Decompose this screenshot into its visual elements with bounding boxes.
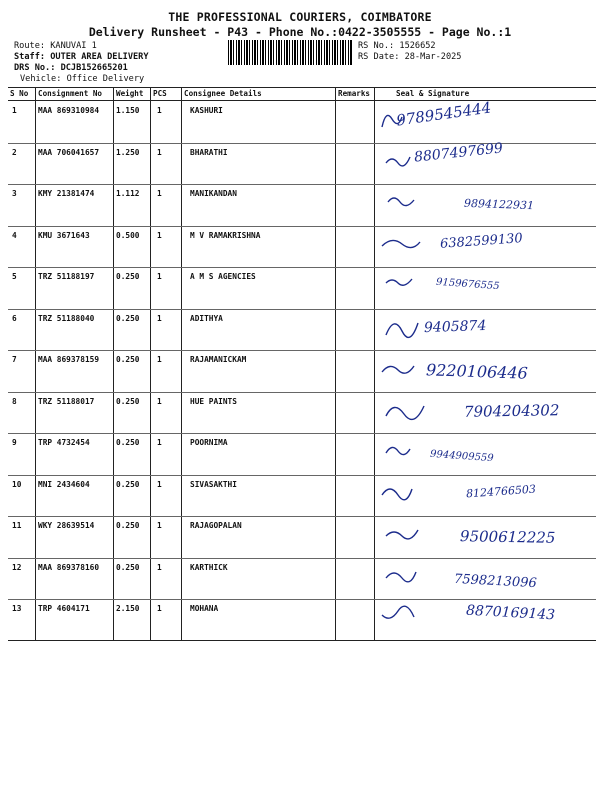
cell-pcs: 1 bbox=[157, 479, 162, 489]
cell-consignment: TRP 4604171 bbox=[38, 604, 90, 613]
row-divider bbox=[8, 475, 596, 476]
handwritten-phone: 7904204302 bbox=[463, 400, 560, 421]
cell-consignment: MAA 869378160 bbox=[38, 562, 100, 572]
handwritten-phone: 8124766503 bbox=[465, 482, 537, 500]
route-label: Route: KANUVAI 1 bbox=[14, 41, 97, 51]
cell-sno: 7 bbox=[12, 355, 17, 364]
cell-consignee: KASHURI bbox=[190, 106, 223, 115]
row-divider bbox=[8, 558, 596, 559]
signature-scribble bbox=[384, 522, 428, 546]
signature-scribble bbox=[384, 398, 428, 422]
cell-weight: 0.250 bbox=[116, 272, 140, 281]
cell-weight: 1.250 bbox=[116, 147, 140, 157]
cell-consignee: MOHANA bbox=[190, 604, 219, 613]
rs-date: RS Date: 28-Mar-2025 bbox=[358, 52, 462, 62]
col-sno: S No bbox=[10, 89, 29, 98]
runsheet-table bbox=[8, 87, 596, 641]
signature-scribble bbox=[380, 605, 424, 629]
row-divider bbox=[8, 267, 596, 268]
cell-pcs: 1 bbox=[157, 106, 162, 115]
signature-scribble bbox=[380, 356, 424, 380]
cell-consignee: MANIKANDAN bbox=[190, 189, 237, 198]
col-consignment: Consignment No bbox=[38, 89, 103, 98]
signature-scribble bbox=[384, 439, 428, 463]
cell-consignee: RAJAGOPALAN bbox=[190, 521, 242, 530]
cell-consignment: TRZ 51188017 bbox=[38, 396, 95, 406]
signature-scribble bbox=[380, 481, 424, 505]
signature-scribble bbox=[384, 273, 428, 297]
cell-consignment: MAA 869378159 bbox=[38, 355, 100, 364]
cell-consignee: POORNIMA bbox=[190, 438, 228, 447]
col-remarks: Remarks bbox=[338, 89, 371, 98]
cell-pcs: 1 bbox=[157, 521, 162, 530]
cell-consignment: MAA 869310984 bbox=[38, 106, 100, 115]
handwritten-phone: 9159676555 bbox=[435, 276, 500, 293]
cell-consignment: TRZ 51188197 bbox=[38, 272, 95, 281]
cell-sno: 9 bbox=[12, 438, 17, 447]
cell-pcs: 1 bbox=[157, 230, 162, 240]
cell-consignment: TRZ 51188040 bbox=[38, 313, 95, 323]
cell-pcs: 1 bbox=[157, 604, 162, 613]
cell-consignee: BHARATHI bbox=[190, 147, 228, 157]
row-divider bbox=[8, 392, 596, 393]
cell-pcs: 1 bbox=[157, 396, 162, 406]
cell-weight: 0.250 bbox=[116, 355, 140, 364]
cell-pcs: 1 bbox=[157, 272, 162, 281]
cell-sno: 5 bbox=[12, 272, 17, 281]
cell-sno: 4 bbox=[12, 230, 17, 240]
cell-consignee: RAJAMANICKAM bbox=[190, 355, 247, 364]
cell-weight: 0.250 bbox=[116, 521, 140, 530]
staff-label: Staff: OUTER AREA DELIVERY bbox=[14, 52, 149, 62]
cell-pcs: 1 bbox=[157, 355, 162, 364]
vehicle-label: Vehicle: Office Delivery bbox=[20, 74, 145, 84]
row-divider bbox=[8, 309, 596, 310]
row-divider bbox=[8, 226, 596, 227]
signature-scribble bbox=[384, 190, 428, 214]
cell-sno: 10 bbox=[12, 479, 22, 489]
cell-weight: 0.500 bbox=[116, 230, 140, 240]
cell-pcs: 1 bbox=[157, 438, 162, 447]
signature-scribble bbox=[384, 315, 428, 339]
runsheet-subtitle: Delivery Runsheet - P43 - Phone No.:0422-3505555 - Page No.:1 bbox=[88, 25, 512, 39]
cell-weight: 0.250 bbox=[116, 396, 140, 406]
cell-consignee: M V RAMAKRISHNA bbox=[190, 230, 261, 240]
cell-sno: 6 bbox=[12, 313, 17, 323]
col-signature: Seal & Signature bbox=[396, 89, 470, 98]
row-divider bbox=[8, 599, 596, 600]
cell-consignment: MAA 706041657 bbox=[38, 147, 100, 157]
cell-sno: 11 bbox=[12, 521, 22, 530]
row-divider bbox=[8, 143, 596, 144]
signature-scribble bbox=[384, 564, 428, 588]
cell-consignee: A M S AGENCIES bbox=[190, 272, 256, 281]
handwritten-phone: 8870169143 bbox=[465, 602, 556, 624]
cell-consignee: KARTHICK bbox=[190, 562, 228, 572]
handwritten-phone: 9405874 bbox=[423, 317, 487, 336]
cell-consignment: WKY 28639514 bbox=[38, 521, 95, 530]
cell-sno: 13 bbox=[12, 604, 22, 613]
cell-weight: 0.250 bbox=[116, 479, 140, 489]
cell-pcs: 1 bbox=[157, 189, 162, 198]
cell-consignment: MNI 2434604 bbox=[38, 479, 90, 489]
cell-sno: 8 bbox=[12, 396, 17, 406]
cell-weight: 0.250 bbox=[116, 438, 140, 447]
cell-pcs: 1 bbox=[157, 562, 162, 572]
col-weight: Weight bbox=[116, 89, 144, 98]
barcode bbox=[228, 40, 352, 65]
signature-scribble bbox=[380, 232, 424, 256]
cell-consignee: HUE PAINTS bbox=[190, 396, 237, 406]
row-divider bbox=[8, 433, 596, 434]
cell-consignment: TRP 4732454 bbox=[38, 438, 90, 447]
drs-number: DRS No.: DCJB152665201 bbox=[14, 63, 128, 73]
row-divider bbox=[8, 184, 596, 185]
rs-number: RS No.: 1526652 bbox=[358, 41, 436, 51]
handwritten-phone: 9220106446 bbox=[425, 360, 529, 383]
handwritten-phone: 6382599130 bbox=[439, 230, 524, 252]
handwritten-phone: 9894122931 bbox=[463, 196, 535, 213]
cell-weight: 0.250 bbox=[116, 562, 140, 572]
cell-weight: 1.112 bbox=[116, 189, 140, 198]
cell-sno: 1 bbox=[12, 106, 17, 115]
cell-weight: 1.150 bbox=[116, 106, 140, 115]
row-divider bbox=[8, 350, 596, 351]
cell-consignee: SIVASAKTHI bbox=[190, 479, 237, 489]
cell-consignment: KMY 21381474 bbox=[38, 189, 95, 198]
handwritten-phone: 8807497699 bbox=[413, 139, 504, 166]
handwritten-phone: 7598213096 bbox=[453, 571, 538, 591]
col-pcs: PCS bbox=[153, 89, 167, 98]
cell-consignment: KMU 3671643 bbox=[38, 230, 90, 240]
cell-sno: 12 bbox=[12, 562, 22, 572]
handwritten-phone: 9500612225 bbox=[459, 527, 556, 547]
cell-weight: 0.250 bbox=[116, 313, 140, 323]
cell-sno: 3 bbox=[12, 189, 17, 198]
handwritten-phone: 9944909559 bbox=[429, 448, 494, 465]
cell-pcs: 1 bbox=[157, 313, 162, 323]
cell-pcs: 1 bbox=[157, 147, 162, 157]
cell-sno: 2 bbox=[12, 147, 17, 157]
cell-consignee: ADITHYA bbox=[190, 313, 223, 323]
document-title: THE PROFESSIONAL COURIERS, COIMBATORE bbox=[168, 10, 432, 24]
handwritten-phone: 9789545444 bbox=[395, 98, 493, 130]
cell-weight: 2.150 bbox=[116, 604, 140, 613]
row-divider bbox=[8, 516, 596, 517]
col-consignee: Consignee Details bbox=[184, 89, 262, 98]
